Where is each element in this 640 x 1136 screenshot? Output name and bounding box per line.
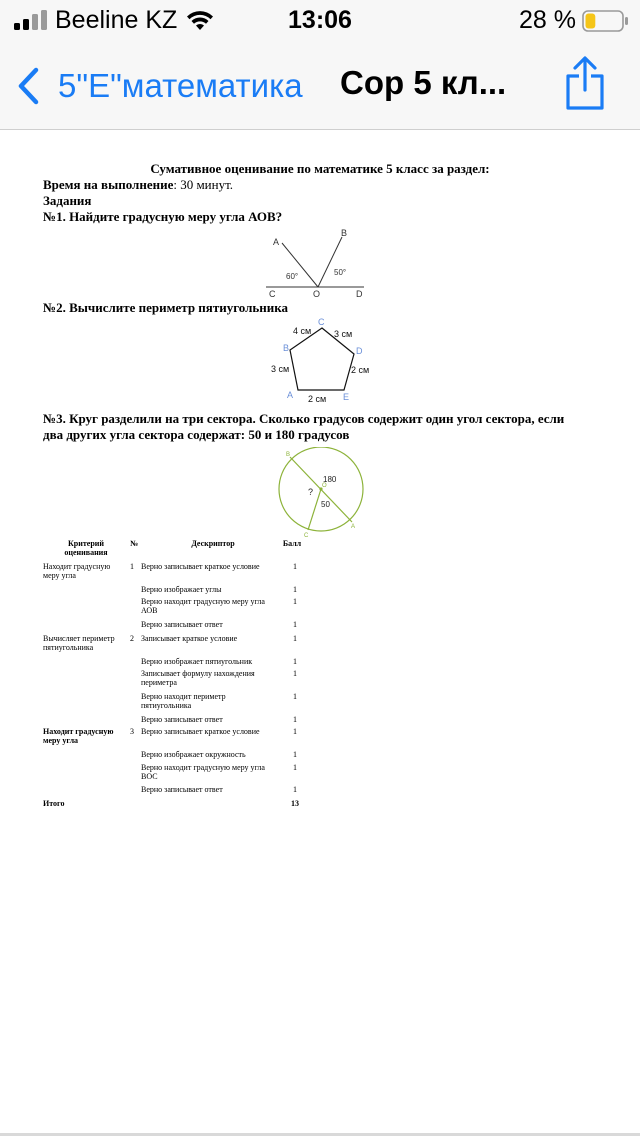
battery-icon: [582, 10, 628, 32]
time-value: : 30 минут.: [173, 177, 234, 192]
row-6-descriptor: Верно изображает пятиугольник: [141, 657, 253, 666]
chevron-left-icon: [14, 66, 44, 106]
task-1: №1. Найдите градусную меру угла АОВ?: [43, 209, 283, 224]
fig1-label-o: O: [313, 289, 321, 299]
row-5-criterion: Вычисляет периметр пятиугольника: [43, 634, 115, 652]
row-11-score: 1: [293, 750, 297, 759]
fig1-angle-50: 50°: [334, 268, 347, 277]
row-10-descriptor: Верно записывает краткое условие: [141, 727, 260, 736]
header-criterion: Критерий оценивания: [64, 539, 108, 557]
row-9-descriptor: Верно записывает ответ: [141, 715, 223, 724]
fig2-label-e: E: [343, 392, 350, 402]
header-number: №: [129, 539, 139, 548]
fig3-label-c: C: [304, 533, 309, 539]
row-7-descriptor: Записывает формулу нахождения периметра: [141, 669, 255, 687]
fig3-label-b: B: [286, 452, 291, 458]
fig3-unknown: ?: [308, 487, 314, 497]
fig2-label-d: D: [356, 346, 363, 356]
fig2-side-ae: 2 см: [308, 394, 327, 404]
fig1-label-d: D: [356, 289, 363, 299]
circle-figure: [272, 447, 372, 541]
document-page: [0, 131, 640, 1136]
row-1-descriptor: Верно записывает краткое условие: [141, 562, 260, 571]
tasks-label: Задания: [43, 193, 92, 208]
row-3-score: 1: [293, 597, 297, 606]
task-2: №2. Вычислите периметр пятиугольника: [43, 300, 289, 315]
row-4-descriptor: Верно записывает ответ: [141, 620, 223, 629]
row-9-score: 1: [293, 715, 297, 724]
status-bar: [0, 0, 640, 40]
row-4-score: 1: [293, 620, 297, 629]
row-10-criterion: Находит градусную меру угла: [43, 727, 114, 745]
row-5-number: 2: [130, 634, 134, 643]
back-button[interactable]: [14, 64, 303, 108]
fig3-arc-50: 50: [321, 500, 330, 509]
clock: 13:06: [288, 6, 352, 34]
row-2-score: 1: [293, 585, 297, 594]
fig1-label-c: C: [269, 289, 276, 299]
row-13-score: 1: [293, 785, 297, 794]
total-value: 13: [291, 799, 299, 808]
fig3-label-o: O: [322, 483, 327, 489]
back-button-label: 5"Е"математика: [58, 67, 303, 104]
row-3-descriptor: Верно находит градусную меру угла АОВ: [141, 597, 265, 615]
row-12-descriptor: Верно находит градусную меру угла ВОС: [141, 763, 265, 781]
fig2-side-ab: 3 см: [271, 364, 290, 374]
task-3-line-2: два других угла сектора содержат: 50 и 180 градусов: [43, 427, 350, 442]
row-1-score: 1: [293, 562, 297, 571]
header-score: Балл: [282, 539, 302, 548]
fig2-label-a: A: [287, 390, 294, 400]
row-8-score: 1: [293, 692, 297, 701]
task-3-line-1: №3. Круг разделили на три сектора. Сколько градусов содержит один угол сектора, если: [43, 411, 565, 426]
time-line: [43, 177, 233, 193]
row-7-score: 1: [293, 669, 297, 678]
row-10-score: 1: [293, 727, 297, 736]
fig1-angle-60: 60°: [286, 272, 299, 281]
total-label: Итого: [43, 799, 65, 808]
row-12-score: 1: [293, 763, 297, 772]
row-11-descriptor: Верно изображает окружность: [141, 750, 246, 759]
fig1-label-b: B: [341, 228, 348, 238]
row-5-score: 1: [293, 634, 297, 643]
document-heading: Сумативное оценивание по математике 5 класс за раздел:: [150, 161, 490, 176]
header-descriptor: Дескриптор: [191, 539, 235, 548]
row-10-number: 3: [130, 727, 134, 736]
fig2-side-cd: 3 см: [334, 329, 353, 339]
share-icon[interactable]: [564, 56, 606, 110]
fig1-label-a: A: [273, 237, 280, 247]
pentagon-figure: [266, 314, 378, 404]
row-13-descriptor: Верно записывает ответ: [141, 785, 223, 794]
battery-percentage: 28 %: [519, 6, 576, 34]
row-1-number: 1: [130, 562, 134, 571]
carrier-name: Beeline KZ: [55, 6, 178, 34]
navigation-bar: [0, 40, 640, 130]
page-title: Сор 5 кл...: [340, 64, 507, 101]
fig2-side-bc: 4 см: [293, 326, 312, 336]
fig2-side-de: 2 см: [351, 365, 370, 375]
row-2-descriptor: Верно изображает углы: [141, 585, 222, 594]
row-6-score: 1: [293, 657, 297, 666]
row-5-descriptor: Записывает краткое условие: [141, 634, 238, 643]
row-1-criterion: Находит градусную меру угла: [43, 562, 111, 580]
angle-figure: [254, 223, 374, 299]
fig2-label-b: B: [283, 343, 290, 353]
fig3-arc-180: 180: [323, 475, 337, 484]
fig2-label-c: C: [318, 317, 325, 327]
time-label: Время на выполнение: [43, 177, 174, 192]
row-8-descriptor: Верно находит периметр пятиугольника: [141, 692, 226, 710]
fig3-label-a: A: [351, 524, 356, 530]
